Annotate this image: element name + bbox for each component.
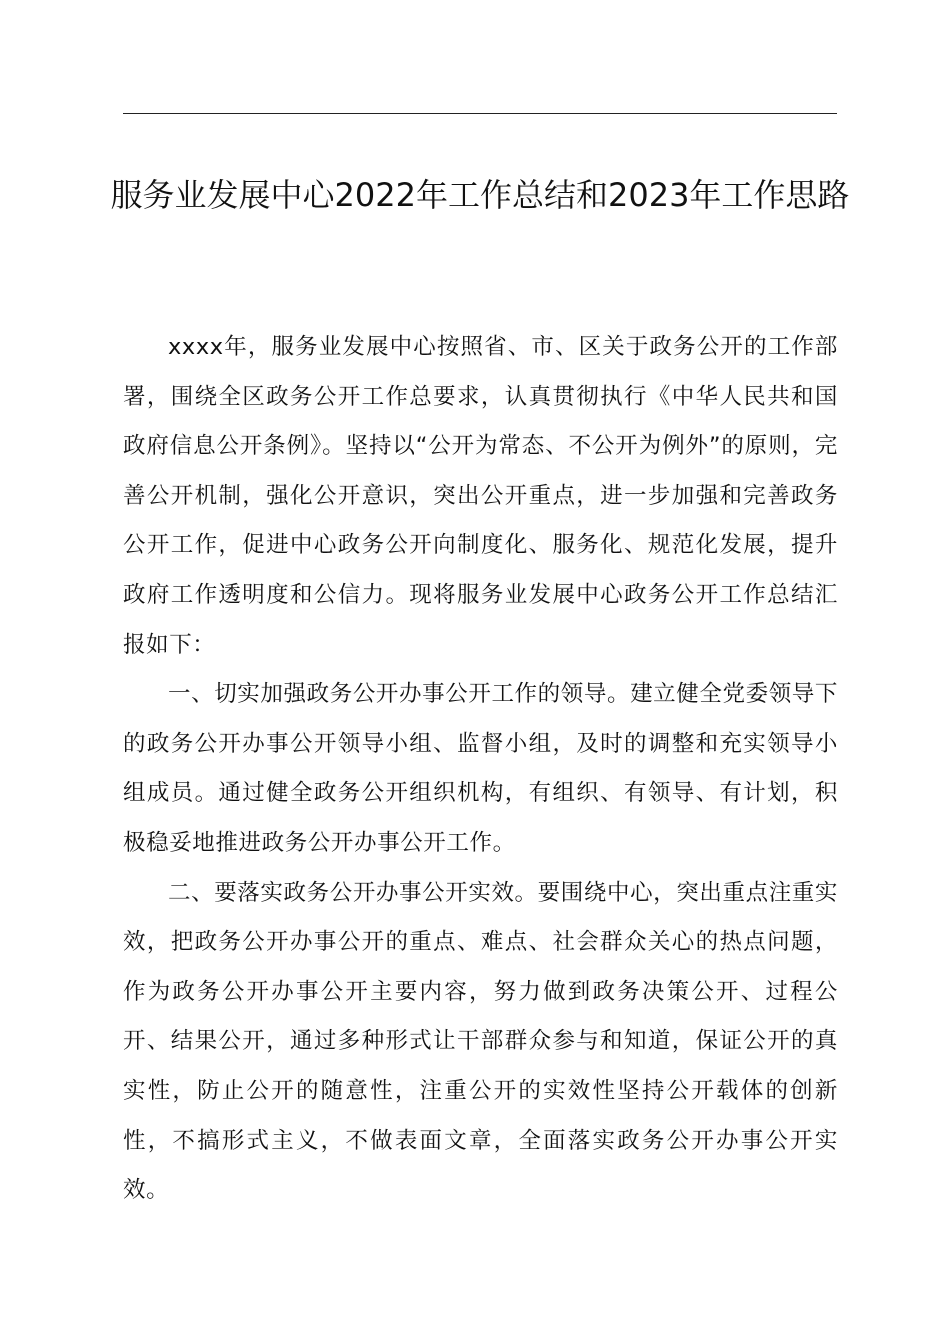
paragraph-intro: xxxx年，服务业发展中心按照省、市、区关于政务公开的工作部署，围绕全区政务公开工作总要求，认真贯彻执行《中华人民共和国政府信息公开条例》。坚持以“公开为常态、不公开为例外”的原则，完善公开机制，强化公开意识，突出公开重点，进一步加强和完善政务公开工作，促进中心政务公开向制度化、服务化、规范化发展，提升政府工作透明度和公信力。现将服务业发展中心政务公开工作总结汇报如下： <box>123 334 838 658</box>
document-title: 服务业发展中心2022年工作总结和2023年工作思路 <box>110 176 850 214</box>
paragraph-section-2: 二、要落实政务公开办事公开实效。要围绕中心，突出重点注重实效，把政务公开办事公开的重点、难点、社会群众关心的热点问题，作为政务公开办事公开主要内容，努力做到政务决策公开、过程公开、结果公开，通过多种形式让干部群众参与和知道，保证公开的真实性，防止公开的随意性，注重公开的实效性坚持公开载体的创新性，不搞形式主义，不做表面文章，全面落实政务公开办事公开实效。 <box>123 879 838 1204</box>
document-body <box>123 323 838 1216</box>
header-rule <box>123 113 837 114</box>
paragraph-section-1: 一、切实加强政务公开办事公开工作的领导。建立健全党委领导下的政务公开办事公开领导小组、监督小组，及时的调整和充实领导小组成员。通过健全政务公开组织机构，有组织、有领导、有计划，积极稳妥地推进政务公开办事公开工作。 <box>123 681 838 856</box>
